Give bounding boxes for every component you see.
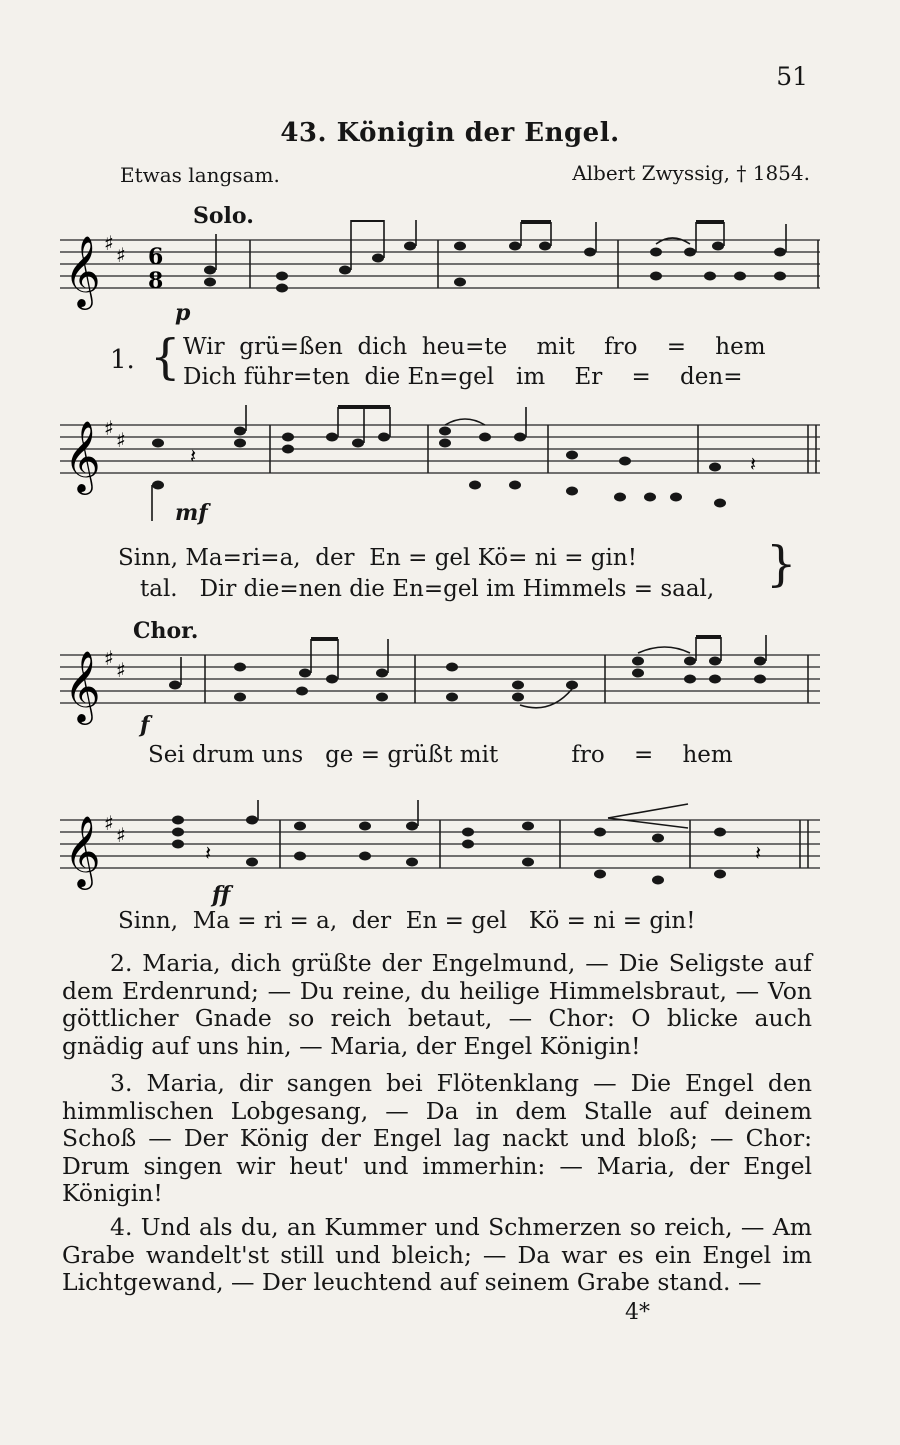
svg-text:♯: ♯ bbox=[104, 646, 114, 670]
lyric-line-3: Sei drum uns ge = grüßt mit fro = hem bbox=[148, 742, 733, 768]
brace-right: } bbox=[766, 536, 797, 592]
svg-text:𝄽: 𝄽 bbox=[205, 841, 212, 865]
svg-text:♯: ♯ bbox=[104, 231, 114, 255]
svg-text:♯: ♯ bbox=[116, 823, 126, 847]
lyric-line-1-2: Dich führ=ten die En=gel im Er = den= bbox=[183, 364, 743, 390]
chor-label: Chor. bbox=[133, 618, 199, 644]
dynamic-ff: ff bbox=[212, 882, 231, 908]
treble-clef-icon: 𝄞 bbox=[64, 234, 101, 307]
tempo-marking: Etwas langsam. bbox=[120, 163, 280, 187]
time-signature-top: 6 bbox=[148, 244, 164, 270]
lyric-line-2-1: Sinn, Ma=ri=a, der En = gel Kö= ni = gin! bbox=[118, 545, 637, 571]
treble-clef-icon: 𝄞 bbox=[64, 419, 101, 492]
song-title: 43. Königin der Engel. bbox=[280, 118, 620, 148]
staff-system-2 bbox=[60, 405, 820, 535]
footer-signature: 4* bbox=[625, 1300, 650, 1325]
staff-system-3 bbox=[60, 635, 820, 745]
solo-label: Solo. bbox=[193, 203, 254, 229]
time-signature-bottom: 8 bbox=[148, 268, 164, 294]
dynamic-p: p bbox=[175, 300, 191, 326]
svg-text:𝄽: 𝄽 bbox=[190, 444, 197, 468]
svg-text:♯: ♯ bbox=[116, 658, 126, 682]
treble-clef-icon: 𝄞 bbox=[64, 649, 101, 722]
lyric-line-2-2: tal. Dir die=nen die En=gel im Himmels = saal, bbox=[140, 576, 715, 602]
page-number: 51 bbox=[776, 62, 808, 91]
verse-3: 3. Maria, dir sangen bei Flötenklang — Die Engel den himmlischen Lobgesang, — Da in dem Stalle auf deinem Schoß — Der König der Engel lag nackt und bloß; — Chor: Drum singen wir heut' und immerhin: — Maria, der Engel Königin! bbox=[62, 1069, 812, 1207]
dynamic-mf: mf bbox=[175, 500, 208, 526]
svg-text:♯: ♯ bbox=[116, 428, 126, 452]
staff-system-4 bbox=[60, 800, 820, 910]
svg-text:♯: ♯ bbox=[104, 811, 114, 835]
svg-text:♯: ♯ bbox=[116, 243, 126, 267]
lyric-line-4: Sinn, Ma = ri = a, der En = gel Kö = ni = gin! bbox=[118, 908, 696, 934]
verse-2: 2. Maria, dich grüßte der Engelmund, — Die Seligste auf dem Erdenrund; — Du reine, du heilige Himmelsbraut, — Von göttlicher Gnade so reich betaut, — Chor: O blicke auch gnädig auf uns hin, — Maria, der Engel Königin! bbox=[62, 949, 812, 1060]
brace-left: { bbox=[150, 329, 181, 385]
svg-text:♯: ♯ bbox=[104, 416, 114, 440]
dynamic-f: f bbox=[140, 712, 150, 738]
composer-credit: Albert Zwyssig, † 1854. bbox=[572, 161, 810, 185]
verse-4: 4. Und als du, an Kummer und Schmerzen so reich, — Am Grabe wandelt'st still und bleich; — Da war es ein Engel im Lichtgewand, — Der leuchtend auf seinem Grabe stand. — bbox=[62, 1213, 812, 1296]
verse-number-1: 1. bbox=[110, 345, 135, 375]
staff-system-1 bbox=[60, 220, 820, 330]
treble-clef-icon: 𝄞 bbox=[64, 814, 101, 887]
svg-text:𝄽: 𝄽 bbox=[755, 841, 762, 865]
lyric-line-1-1: Wir grü=ßen dich heu=te mit fro = hem bbox=[183, 334, 766, 360]
svg-text:𝄽: 𝄽 bbox=[750, 452, 757, 476]
